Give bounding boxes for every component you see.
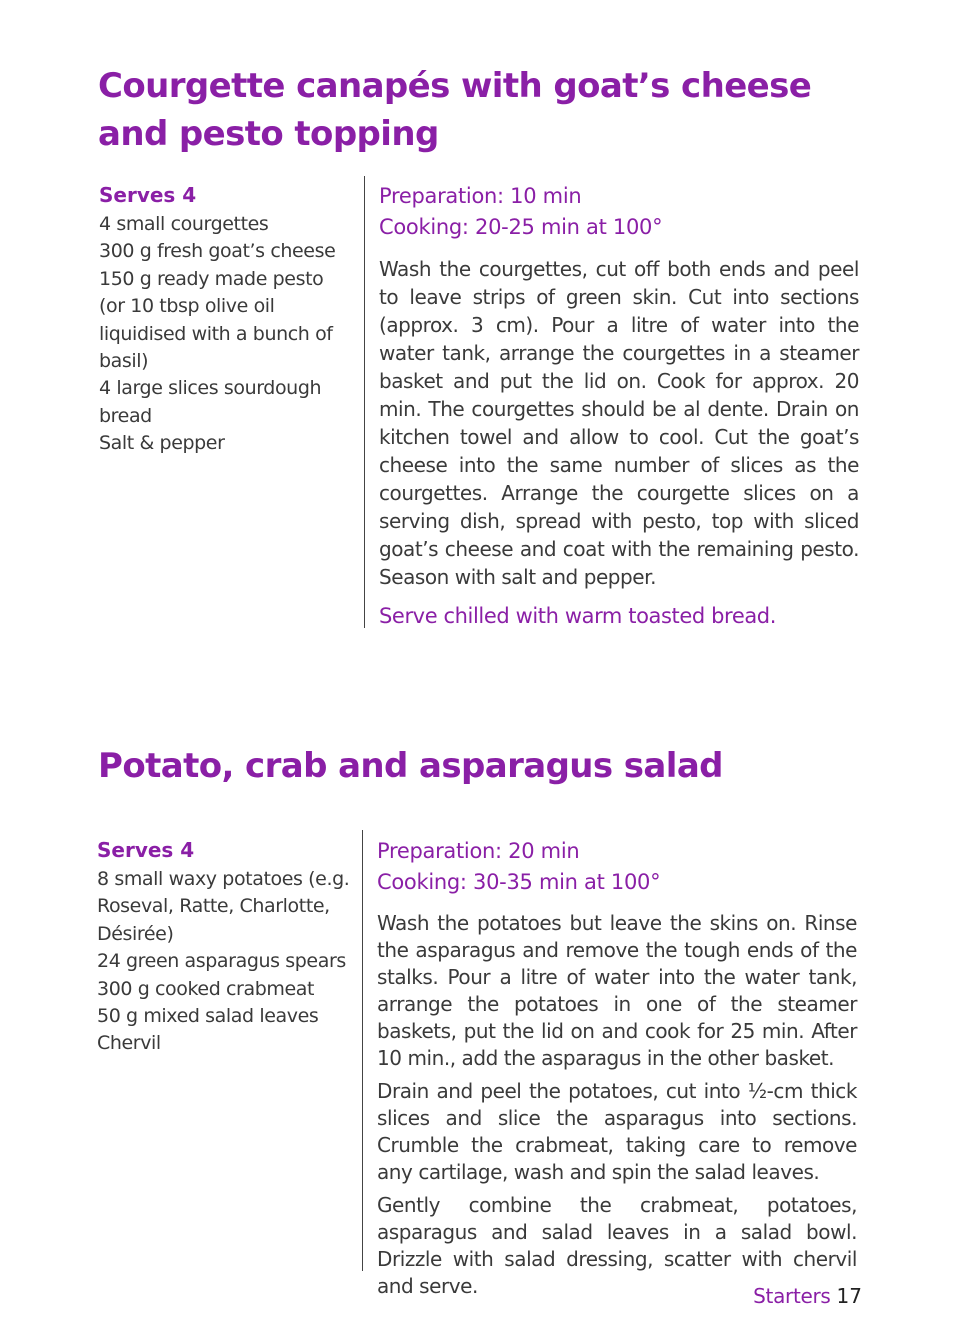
ingredient-item: 4 small courgettes — [99, 213, 269, 235]
ingredient-item: 300 g cooked crabmeat — [97, 977, 315, 1000]
ingredient-item: 300 g fresh goat’s cheese — [99, 240, 336, 263]
recipe-2-serves: Serves 4 — [97, 838, 195, 862]
column-divider — [364, 176, 365, 628]
ingredient-item: 24 green asparagus spears — [97, 950, 346, 973]
ingredient-item: Désirée) — [97, 922, 174, 945]
recipe-1-title-line-1: Courgette canapés with goat’s cheese — [98, 66, 812, 106]
page-number: 17 — [836, 1284, 862, 1308]
recipe-1-ingredient-list — [99, 211, 349, 458]
ingredient-item: 50 g mixed salad leaves — [97, 1005, 319, 1028]
column-divider — [362, 830, 363, 1271]
ingredient-item: bread — [99, 404, 152, 427]
recipe-1-preparation-time: Preparation: 10 min — [379, 184, 582, 208]
recipe-2-method-paragraph-2: Drain and peel the potatoes, cut into ½-cm thick slices and slice the asparagus into sections. Crumble the crabmeat, taking care to remove any cartilage, wash and spin the salad leaves. — [377, 1079, 857, 1184]
recipe-2-method-paragraph-1: Wash the potatoes but leave the skins on. Rinse the asparagus and remove the tough ends of the stalks. Pour a litre of water into the water tank, arrange the potatoes in one of the steamer baskets, put the lid on and cook for 25 min. After 10 min., add the asparagus in the other basket. — [377, 911, 857, 1070]
ingredient-item: Salt & pepper — [99, 432, 225, 455]
recipe-1-title — [98, 62, 811, 158]
ingredient-item: 4 large slices sourdough — [99, 377, 322, 400]
recipe-2-method-paragraph-3: Gently combine the crabmeat, potatoes, asparagus and salad leaves in a salad bowl. Drizzle with salad dressing, scatter with chervil and serve. — [377, 1193, 857, 1298]
recipe-2-title-line-1: Potato, crab and asparagus salad — [98, 746, 723, 786]
recipe-2-title — [98, 742, 723, 790]
recipe-1-method-panel — [379, 181, 859, 631]
recipe-1-method-paragraph: Wash the courgettes, cut off both ends and peel to leave strips of green skin. Cut into sections (approx. 3 cm). Pour a litre of water into the water tank, arrange the courgettes in a steamer basket and put the lid on. Cook for approx. 20 min. The courgettes should be al dente. Drain on kitchen towel and allow to cool. Cut the goat’s cheese into the same number of slices as the courgettes. Arrange the courgette slices on a serving dish, spread with pesto, top with sliced goat’s cheese and coat with the remaining pesto. Season with salt and pepper. — [379, 257, 859, 589]
ingredient-item: Roseval, Ratte, Charlotte, — [97, 895, 330, 918]
recipe-1-ingredients-panel — [99, 181, 349, 458]
recipe-1-title-line-2: and pesto topping — [98, 114, 439, 154]
section-name: Starters — [753, 1284, 831, 1308]
page-footer — [753, 1282, 862, 1310]
recipe-1-serves: Serves 4 — [99, 183, 197, 207]
ingredient-item: (or 10 tbsp olive oil — [99, 295, 275, 318]
recipe-2-method-panel — [377, 836, 857, 1300]
recipe-1-cooking-time: Cooking: 20-25 min at 100° — [379, 215, 663, 239]
ingredient-item: 150 g ready made pesto — [99, 267, 324, 290]
recipe-2-cooking-time: Cooking: 30-35 min at 100° — [377, 870, 661, 894]
recipe-2-ingredients-panel — [97, 836, 357, 1058]
recipe-2-preparation-time: Preparation: 20 min — [377, 839, 580, 863]
ingredient-item: Chervil — [97, 1032, 161, 1055]
recipe-2-ingredient-list — [97, 866, 357, 1058]
ingredient-item: liquidised with a bunch of — [99, 322, 333, 345]
recipe-1-serving-note: Serve chilled with warm toasted bread. — [379, 604, 777, 628]
ingredient-item: basil) — [99, 350, 149, 373]
ingredient-item: 8 small waxy potatoes (e.g. — [97, 868, 350, 890]
